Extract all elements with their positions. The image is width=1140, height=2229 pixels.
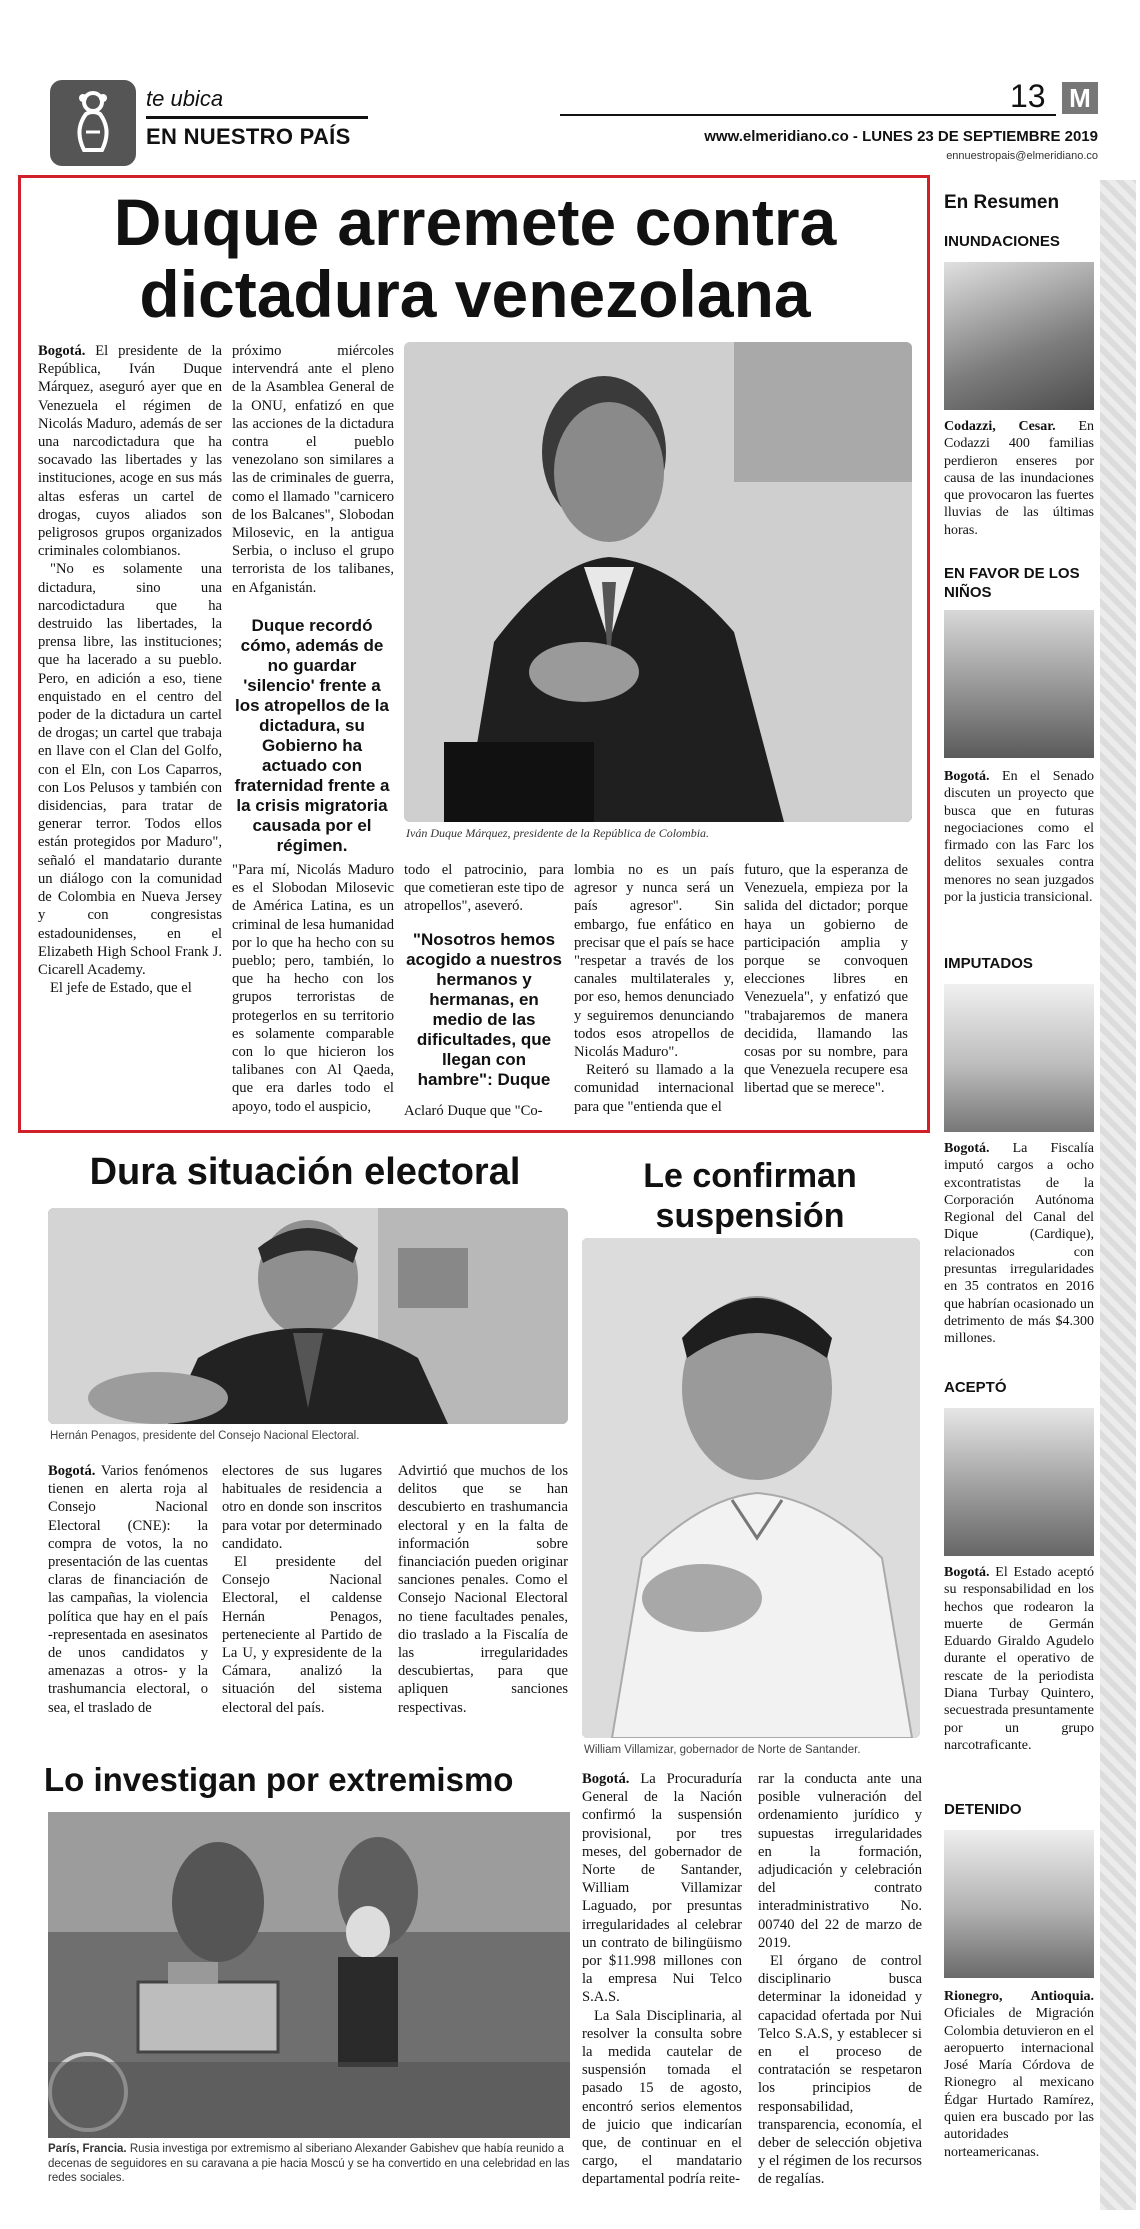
duque-photo bbox=[404, 342, 912, 822]
sidebar-photo-inundaciones bbox=[944, 262, 1094, 410]
sidebar-head-acepto: ACEPTÓ bbox=[944, 1379, 1007, 1396]
page-number: 13 bbox=[1010, 78, 1046, 114]
sidebar-title: En Resumen bbox=[944, 192, 1060, 213]
electoral-lead: Bogotá. bbox=[48, 1463, 96, 1479]
electoral-col1-text: Varios fenómenos tienen en alerta roja al Consejo Nacional Electoral (CNE): la compra de votos, la no presentación de las cuentas claras de financiación de las campañas, la violencia política que hay en el país -representada en asesinatos de unos candidatos y amenazas a otros- y la trashumancia electoral, o sea, el traslado de bbox=[48, 1463, 208, 1716]
extremismo-headline: Lo investigan por extremismo bbox=[44, 1761, 514, 1798]
section-icon bbox=[50, 80, 136, 166]
sidebar-body-ninos: En el Senado discuten un proyecto que busca que en futuras negociaciones como el firmado con las Farc los delitos sexuales contra menores no sean juzgados por la justicia transicional. bbox=[944, 769, 1094, 906]
main-col-2-bottom bbox=[232, 861, 394, 1123]
villamizar-photo bbox=[582, 1238, 920, 1738]
sidebar-head-imputados: IMPUTADOS bbox=[944, 955, 1033, 972]
sidebar-body-inundaciones: En Codazzi 400 familias perdieron enseres por causa de las inundaciones que provocaron las fuertes lluvias de las últimas horas. bbox=[944, 419, 1094, 538]
main-col2-top-text: próximo miércoles intervendrá ante el pleno de la Asamblea General de la ONU, enfatizó en que las acciones de la dictadura contra el pueblo venezolano son similares a las de criminales de guerra, como el llamado "carnicero de los Balcanes", Slobodan Milosevic, en la antigua Serbia, o incluso el grupo terrorista de los talibanes, en Afganistán. bbox=[232, 343, 394, 596]
sidebar-body-acepto: El Estado aceptó su responsabilidad en los hechos que rodearon la muerte de Germán Eduardo Giraldo Agudelo durante el operativo de rescate de la periodista Diana Turbay Quintero, secuestrada presuntamente por un grupo narcotraficante. bbox=[944, 1565, 1094, 1753]
logo-letter: M bbox=[1069, 82, 1091, 113]
electoral-headline: Dura situación electoral bbox=[89, 1151, 521, 1193]
main-col-4 bbox=[574, 861, 734, 1123]
sidebar-text-ninos bbox=[944, 768, 1094, 906]
section-kicker: te ubica bbox=[146, 86, 224, 111]
sidebar-photo-acepto bbox=[944, 1408, 1094, 1556]
suspension-col-2 bbox=[758, 1770, 922, 2189]
main-pullquote-2: "Nosotros hemos acogido a nuestros hermanos y hermanas, en medio de las dificultades, que llegan con hambre": Duque bbox=[406, 929, 562, 1089]
main-col4-p1: lombia no es un país agresor y nunca será un país agresor". Sin embargo, fue enfático en precisar que el país se hace "respetar a través de los canales multilaterales y, por eso, hemos denunciado y seguiremos denunciando todos esos atropellos de Nicolás Maduro". bbox=[574, 862, 734, 1061]
suspension-headline-line1: Le confirman bbox=[643, 1157, 857, 1195]
gabishev-photo bbox=[48, 1812, 570, 2138]
suspension-col-1 bbox=[582, 1770, 742, 2189]
suspension-headline-line2: suspensión bbox=[655, 1197, 845, 1235]
top-rule bbox=[560, 114, 1056, 116]
main-col5-text: futuro, que la esperanza de Venezuela, empieza por la salida del dictador; porque haya un gobierno de participación amplia y porque se convoquen elecciones libres en Venezuela", y enfatizó que "trabajaremos de manera decidida, llamando las cosas por su nombre, para que Venezuela recupere esa libertad que se merece". bbox=[744, 862, 908, 1097]
sidebar-lead-detenido: Rionegro, Antioquia. bbox=[944, 1989, 1094, 2004]
suspension-col1-p1: La Procuraduría General de la Nación confirmó la suspensión provisional, por tres meses, del gobernador de Norte de Santander, William Villamizar Laguado, por presuntas irregularidades al celebrar un contrato de bilingüismo por $11.998 millones con la empresa Nui Telco S.A.S. bbox=[582, 1771, 742, 2006]
villamizar-photo-caption: William Villamizar, gobernador de Norte de Santander. bbox=[584, 1744, 861, 1756]
main-col-2-top bbox=[232, 342, 394, 604]
villamizar-portrait-icon bbox=[582, 1238, 920, 1738]
main-col1-p2: "No es solamente una dictadura, sino una narcodictadura que ha destruido las libertades, la prensa libre, las instituciones; que ha lacerado a su pueblo. Pero, en adición a eso, tiene enquistado en el centro del poder de la dictadura un cartel de drogas; un cartel que trabaja en llave con el Clan del Golfo, con el Eln, con Los Caparros, con Los Pelusos y también con disidencias, para tratar de generar terror. Todos ellos están protegidos por Maduro", señaló el mandatario durante un diálogo con la comunidad de Colombia en Nueva Jersey y con congresistas estadounidenses, en el Elizabeth High School Frank J. Cicarell Academy. bbox=[38, 561, 222, 978]
penagos-portrait-icon bbox=[48, 1208, 568, 1424]
main-col3-bottom: Aclaró Duque que "Co- bbox=[404, 1102, 543, 1119]
vase-icon bbox=[50, 80, 136, 166]
duque-photo-caption: Iván Duque Márquez, presidente de la República de Colombia. bbox=[406, 826, 710, 840]
section-title: EN NUESTRO PAÍS bbox=[146, 124, 351, 149]
section-email[interactable]: ennuestropais@elmeridiano.co bbox=[946, 150, 1098, 162]
sidebar-photo-detenido bbox=[944, 1830, 1094, 1978]
gabishev-scene-icon bbox=[48, 1812, 570, 2138]
main-col1-p1: El presidente de la República, Iván Duque Márquez, aseguró ayer que en Venezuela el régimen de Nicolás Maduro, además de ser una narcodictadura que ha socavado las libertades y las instituciones, acoge en sus más altas esferas un cartel de drogas, cuyos aliados son peligrosos grupos organizados criminales colombianos. bbox=[38, 343, 222, 560]
electoral-col-2 bbox=[222, 1462, 382, 1717]
sidebar-lead-ninos: Bogotá. bbox=[944, 769, 990, 784]
main-col1-p3: El jefe de Estado, que el bbox=[50, 980, 192, 997]
sidebar-body-imputados: La Fiscalía imputó cargos a ocho excontratistas de la Corporación Autónoma Regional del Canal del Dique (Cardique), relacionados con presuntas irregularidades en 35 contratos en 2016 que habrían ocasionado un detrimento de más $4.300 millones. bbox=[944, 1141, 1094, 1347]
suspension-col2-p1: rar la conducta ante una posible vulneración del ordenamiento jurídico y supuestas irregularidades en la formación, adjudicación y celebración del contrato interadministrativo No. 00740 del 22 de marzo de 2019. bbox=[758, 1771, 922, 1951]
sidebar-head-inundaciones: INUNDACIONES bbox=[944, 233, 1060, 250]
sidebar-pattern bbox=[1100, 180, 1136, 2210]
sidebar-head-ninos: EN FAVOR DE LOS NIÑOS bbox=[944, 565, 1080, 601]
sidebar-text-imputados bbox=[944, 1140, 1094, 1348]
main-lead: Bogotá. bbox=[38, 343, 86, 359]
main-headline bbox=[30, 186, 920, 330]
main-col4-p2: Reiteró su llamado a la comunidad internacional para que "entienda que el bbox=[574, 1062, 734, 1115]
penagos-photo bbox=[48, 1208, 568, 1424]
section-rule bbox=[146, 116, 368, 119]
sidebar-lead-imputados: Bogotá. bbox=[944, 1141, 990, 1156]
suspension-col1-p2: La Sala Disciplinaria, al resolver la consulta sobre la medida cautelar de suspensión tomada el pasado 15 de agosto, encontró serios elementos de juicio que indicarían que, de continuar en el cargo, el mandatario departamental podría reite- bbox=[582, 2007, 742, 2188]
gabishev-caption-lead: París, Francia. bbox=[48, 2143, 127, 2155]
gabishev-caption-text: Rusia investiga por extremismo al siberiano Alexander Gabishev que había reunido a decenas de seguidores en su caravana a pie hacia Moscú y se ha convertido en una celebridad en las redes sociales. bbox=[48, 2143, 570, 2184]
sidebar-photo-fiscalia bbox=[944, 984, 1094, 1132]
sidebar-text-acepto bbox=[944, 1564, 1094, 1754]
sidebar-body-detenido: Oficiales de Migración Colombia detuvieron en el aeropuerto internacional José María Córdova de Rionegro al mexicano Édgar Hurtado Ramírez, quien era buscado por las autoridades norteamericanas. bbox=[944, 2006, 1094, 2160]
main-col2-bottom-text: "Para mí, Nicolás Maduro es el Slobodan Milosevic de América Latina, es un criminal de lesa humanidad por lo que ha hecho con su pueblo; pero, también, lo que ha hecho con los grupos terroristas de protegerlos en su territorio es solamente comparable con lo que hicieron los talibanes con Al Qaeda, que era darles todo el apoyo, todo el auspicio, bbox=[232, 862, 394, 1115]
penagos-photo-caption: Hernán Penagos, presidente del Consejo Nacional Electoral. bbox=[50, 1430, 360, 1442]
sidebar-lead-acepto: Bogotá. bbox=[944, 1565, 990, 1580]
suspension-col2-p2: El órgano de control disciplinario busca determinar la idoneidad y capacidad ofertada por Nui Telco S.A.S, y establecer si en el proceso de contratación se respetaron los principios de responsabilidad, transparencia, economía, el deber de selección objetiva y el régimen de los recursos de regalías. bbox=[758, 1953, 922, 2188]
main-col-5 bbox=[744, 861, 908, 1123]
suspension-lead: Bogotá. bbox=[582, 1771, 630, 1787]
electoral-col-1 bbox=[48, 1462, 208, 1717]
brand-logo bbox=[1062, 82, 1098, 114]
sidebar-head-detenido: DETENIDO bbox=[944, 1801, 1022, 1818]
electoral-col2-p2: El presidente del Consejo Nacional Electoral, el caldense Hernán Penagos, perteneciente al Partido de La U, y expresidente de la Cámara, analizó la situación del sistema electoral del país. bbox=[222, 1554, 382, 1716]
sidebar-lead-inundaciones: Codazzi, Cesar. bbox=[944, 419, 1056, 434]
sidebar-text-detenido bbox=[944, 1988, 1094, 2161]
main-col-1 bbox=[38, 342, 222, 1126]
main-col-3 bbox=[404, 861, 564, 1123]
main-headline-line1: Duque arremete contra bbox=[113, 185, 837, 259]
main-headline-line2: dictadura venezolana bbox=[139, 257, 811, 331]
gabishev-caption bbox=[48, 2142, 570, 2186]
electoral-col-3 bbox=[398, 1462, 568, 1717]
dateline: www.elmeridiano.co - LUNES 23 DE SEPTIEMBRE 2019 bbox=[704, 128, 1098, 145]
sidebar-photo-senado bbox=[944, 610, 1094, 758]
sidebar-text-inundaciones bbox=[944, 418, 1094, 539]
main-col3-top: todo el patrocinio, para que cometieran este tipo de atropellos", aseveró. bbox=[404, 862, 564, 915]
suspension-headline bbox=[580, 1156, 920, 1236]
electoral-col2-p1: electores de sus lugares habituales de residencia a otro en donde son inscritos para votar por determinado candidato. bbox=[222, 1463, 382, 1552]
main-pullquote-1: Duque recordó cómo, además de no guardar 'silencio' frente a los atropellos de la dictadura, su Gobierno ha actuado con fraternidad frente a la crisis migratoria causada por el régimen. bbox=[234, 616, 390, 855]
duque-portrait-icon bbox=[404, 342, 912, 822]
electoral-col3-text: Advirtió que muchos de los delitos que se han descubierto en trashumancia electoral y en la falta de información sobre financiación pueden originar sanciones penales. Como el Consejo Nacional Electoral no tiene facultades penales, dio traslado a la Fiscalía de las irregularidades descubiertas, para que apliquen sanciones respectivas. bbox=[398, 1463, 568, 1716]
